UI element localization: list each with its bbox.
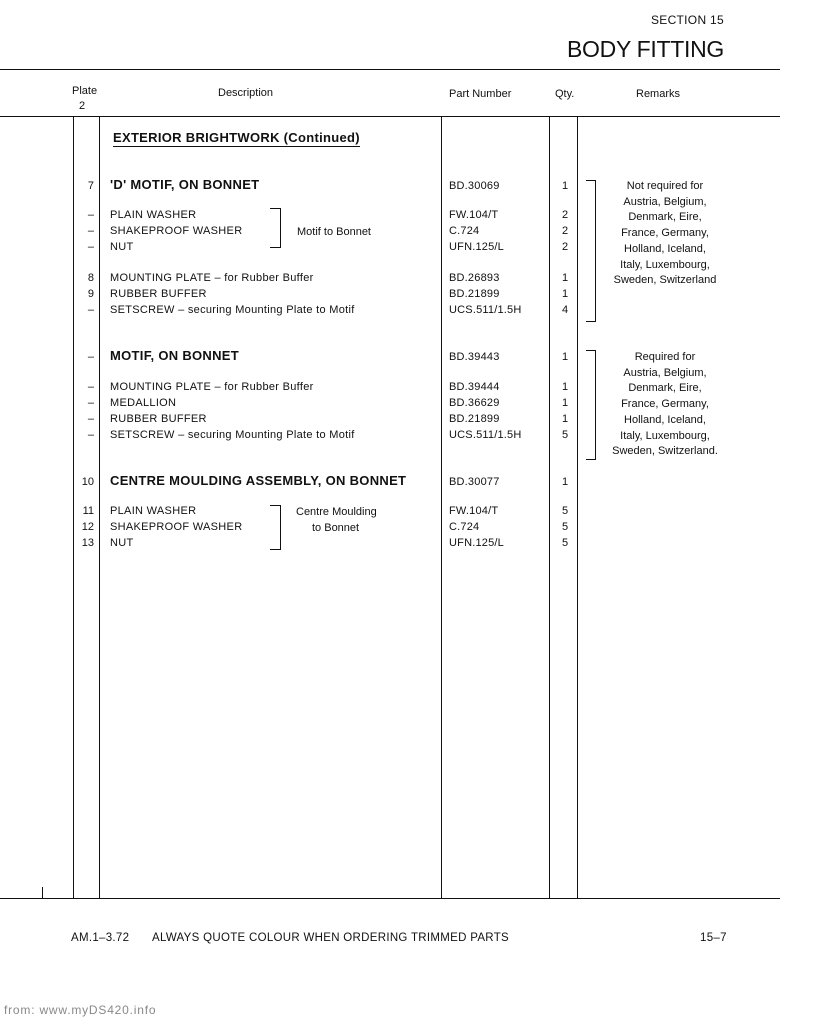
plate-ref: 11 (82, 505, 94, 517)
plate-ref: – (87, 209, 94, 221)
part-description: RUBBER BUFFER (110, 413, 207, 425)
plate-ref: 12 (81, 521, 94, 533)
plate-ref: 13 (81, 537, 94, 549)
part-qty: 5 (561, 505, 569, 517)
section-title: BODY FITTING (567, 36, 724, 62)
source-watermark: from: www.myDS420.info (4, 1003, 157, 1017)
table-row (0, 537, 816, 553)
part-description: SHAKEPROOF WASHER (110, 521, 243, 533)
table-top-rule (0, 69, 780, 70)
part-number: BD.30069 (449, 180, 500, 192)
part-number: BD.21899 (449, 288, 500, 300)
part-description: MOUNTING PLATE – for Rubber Buffer (110, 272, 314, 284)
part-number: BD.39444 (449, 381, 500, 393)
footer-notice: ALWAYS QUOTE COLOUR WHEN ORDERING TRIMMED PARTS (152, 932, 509, 944)
part-description: RUBBER BUFFER (110, 288, 207, 300)
remarks-line: Required for (634, 351, 696, 363)
part-qty: 5 (561, 429, 569, 441)
part-number: UFN.125/L (449, 537, 504, 549)
part-qty: 1 (561, 288, 569, 300)
part-description: SETSCREW – securing Mounting Plate to Motif (110, 304, 355, 316)
part-number: FW.104/T (449, 209, 499, 221)
remarks-group-required (608, 350, 722, 460)
remarks-line: Sweden, Switzerland. (612, 445, 718, 458)
part-description: SHAKEPROOF WASHER (110, 225, 243, 237)
part-number: C.724 (449, 521, 480, 533)
part-qty: 2 (561, 241, 569, 253)
part-number: BD.21899 (449, 413, 500, 425)
column-header-qty: Qty. (555, 88, 575, 100)
remarks-line: France, Germany, (621, 227, 709, 240)
table-row (0, 304, 816, 320)
plate-ref: – (87, 241, 94, 253)
part-qty: 5 (561, 521, 569, 533)
part-qty: 2 (561, 225, 569, 237)
table-row (0, 473, 816, 492)
plate-ref: – (87, 351, 94, 363)
plate-ref: – (87, 304, 94, 316)
note-centre-moulding: Centre Moulding (296, 506, 377, 518)
page-number: 15–7 (700, 932, 727, 944)
bracket-top (270, 208, 281, 248)
part-description: PLAIN WASHER (110, 505, 197, 517)
part-qty: 1 (561, 180, 569, 192)
table-row (0, 505, 816, 521)
column-header-description: Description (218, 87, 274, 99)
table-row (0, 288, 816, 304)
part-description: NUT (110, 241, 134, 253)
plate-ref: – (87, 225, 94, 237)
column-header-plate-number: 2 (79, 100, 86, 112)
table-bottom-rule (0, 898, 780, 899)
note-motif-to-bonnet: Motif to Bonnet (297, 226, 371, 238)
part-number: BD.36629 (449, 397, 500, 409)
part-qty: 1 (561, 272, 569, 284)
plate-ref: 7 (87, 180, 94, 192)
plate-ref: 9 (87, 288, 94, 300)
table-row (0, 521, 816, 537)
part-qty: 1 (561, 476, 569, 488)
bracket-top (270, 505, 281, 550)
plate-ref: – (87, 381, 94, 393)
remarks-line: Denmark, Eire, (628, 211, 702, 224)
plate-ref: – (87, 397, 94, 409)
plate-ref: 10 (81, 476, 94, 488)
part-qty: 1 (561, 413, 569, 425)
plate-ref: – (87, 429, 94, 441)
part-number: UCS.511/1.5H (449, 304, 522, 316)
part-description: MEDALLION (110, 397, 177, 409)
part-number: BD.30077 (449, 476, 500, 488)
part-qty: 5 (561, 537, 569, 549)
plate-ref: – (87, 413, 94, 425)
part-number: BD.39443 (449, 351, 500, 363)
section-subtitle: EXTERIOR BRIGHTWORK (Continued) (113, 130, 360, 145)
note-to-bonnet: to Bonnet (312, 522, 360, 534)
plate-ref: 8 (87, 272, 94, 284)
part-number: C.724 (449, 225, 480, 237)
part-qty: 2 (561, 209, 569, 221)
column-header-remarks: Remarks (636, 88, 681, 100)
remarks-bracket (586, 180, 596, 322)
part-description: CENTRE MOULDING ASSEMBLY, ON BONNET (110, 473, 407, 488)
footer-code: AM.1–3.72 (71, 932, 130, 944)
part-qty: 4 (561, 304, 569, 316)
part-number: UCS.511/1.5H (449, 429, 522, 441)
remarks-line: Italy, Luxembourg, (620, 429, 710, 442)
remarks-line: Holland, Iceland, (624, 413, 706, 426)
remarks-line: Sweden, Switzerland (613, 274, 717, 287)
remarks-line: Italy, Luxembourg, (620, 258, 710, 271)
bracket-bottom (270, 549, 280, 550)
column-header-plate: Plate (72, 85, 98, 97)
part-number: BD.26893 (449, 272, 500, 284)
part-description: PLAIN WASHER (110, 209, 197, 221)
remarks-group-not-required (608, 179, 722, 289)
part-description: MOTIF, ON BONNET (110, 348, 240, 363)
part-qty: 1 (561, 351, 569, 363)
part-description: NUT (110, 537, 134, 549)
remarks-line: France, Germany, (621, 398, 709, 411)
column-header-part-number: Part Number (449, 88, 512, 100)
remarks-line: Austria, Belgium, (623, 366, 707, 379)
remarks-bracket (586, 350, 596, 460)
part-number: FW.104/T (449, 505, 499, 517)
part-qty: 1 (561, 397, 569, 409)
bracket-bottom (270, 247, 280, 248)
part-description: 'D' MOTIF, ON BONNET (110, 177, 260, 192)
part-qty: 1 (561, 381, 569, 393)
remarks-line: Denmark, Eire, (628, 382, 702, 395)
header-bottom-rule (0, 116, 780, 117)
remarks-line: Austria, Belgium, (623, 195, 707, 208)
remarks-line: Not required for (626, 180, 704, 192)
section-label: SECTION 15 (650, 13, 724, 27)
part-number: UFN.125/L (449, 241, 504, 253)
remarks-line: Holland, Iceland, (624, 242, 706, 255)
part-description: MOUNTING PLATE – for Rubber Buffer (110, 381, 314, 393)
margin-tick (42, 887, 43, 898)
part-description: SETSCREW – securing Mounting Plate to Motif (110, 429, 355, 441)
